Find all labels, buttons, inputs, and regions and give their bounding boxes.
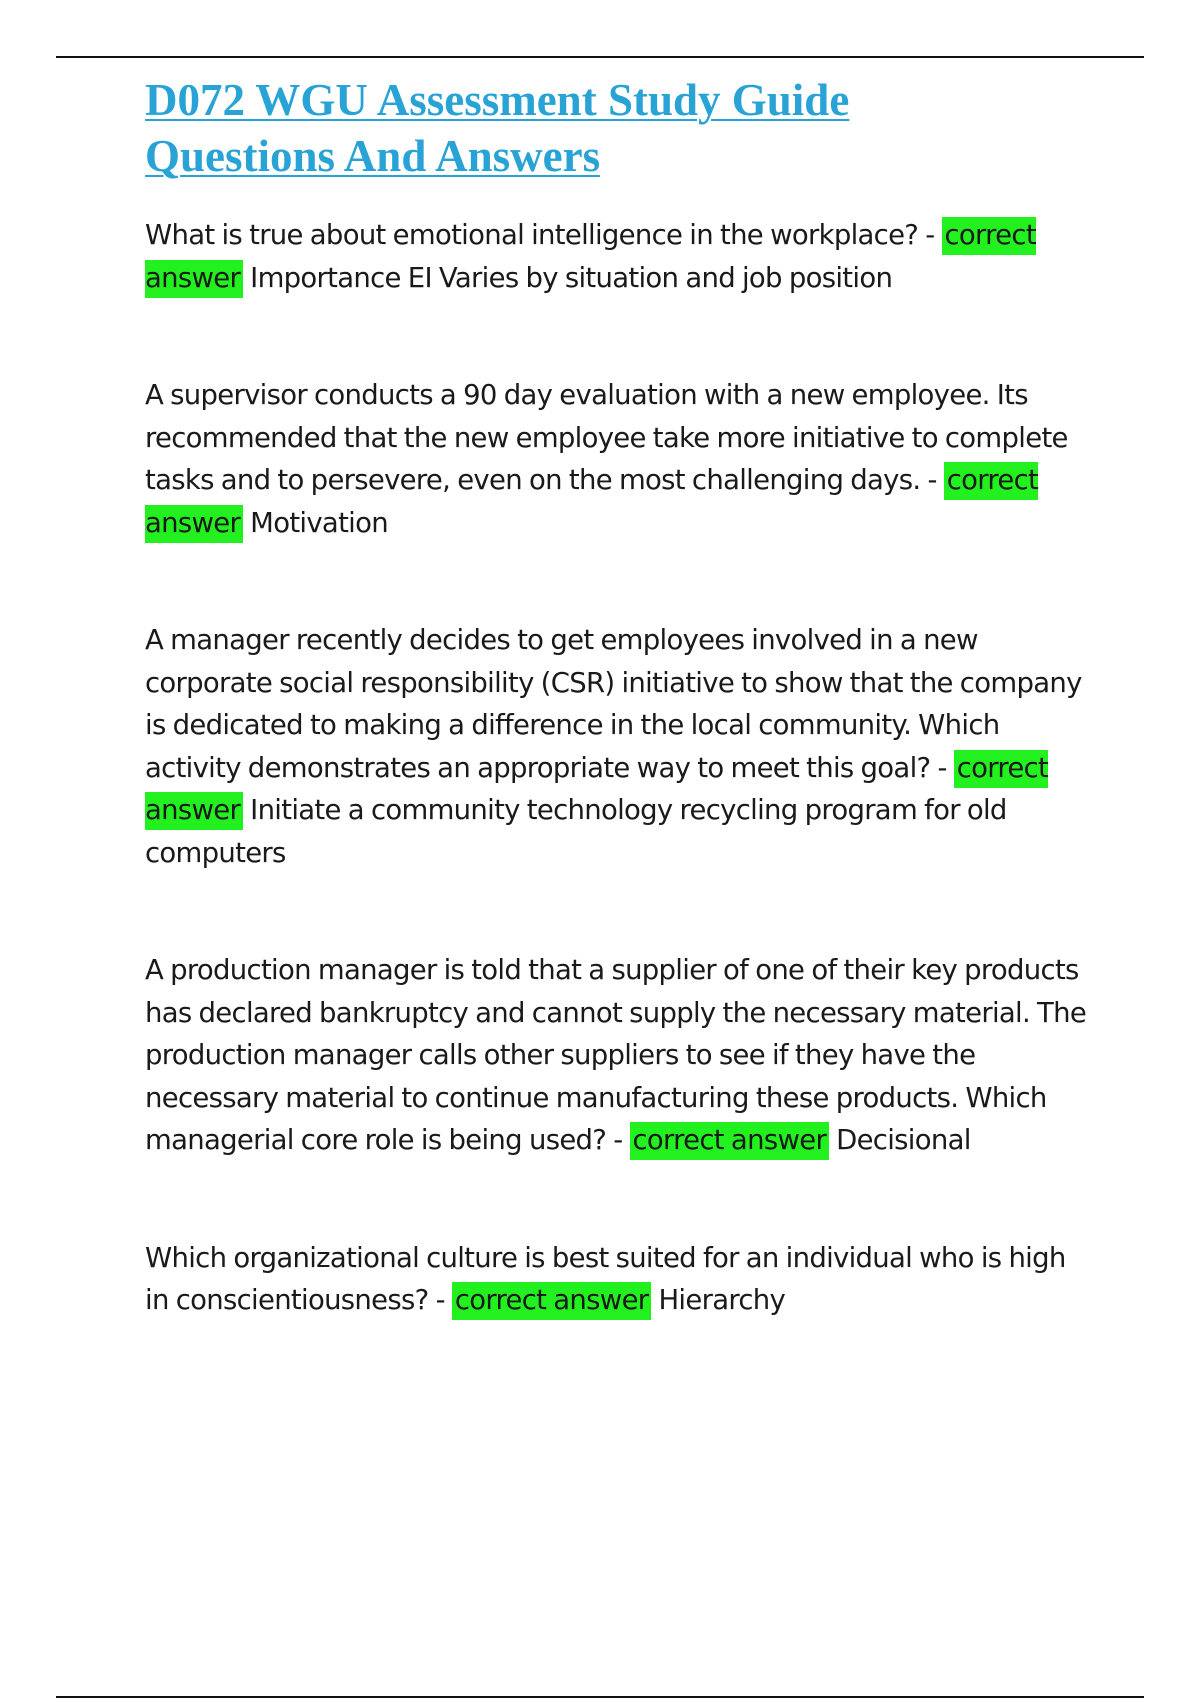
qa-item <box>145 1237 1090 1322</box>
correct-answer-label: correct answer <box>630 1122 830 1160</box>
title-line-1: D072 WGU Assessment Study Guide <box>145 75 850 125</box>
correct-answer-label: correct answer <box>145 750 1048 831</box>
top-divider <box>56 56 1144 58</box>
question-text: A production manager is told that a supplier of one of their key products has declared bankruptcy and cannot supply the necessary material. The production manager calls other suppliers to see if they have the necessary material to continue manufacturing these products. Which managerial core role is being used? - <box>145 954 1087 1156</box>
document-title[interactable] <box>145 72 1090 184</box>
qa-item <box>145 949 1090 1162</box>
question-text: Which organizational culture is best suited for an individual who is high in conscientiousness? - <box>145 1241 1066 1316</box>
qa-item <box>145 214 1090 299</box>
answer-text: Importance EI Varies by situation and job position <box>250 261 893 294</box>
correct-answer-label: correct answer <box>452 1282 652 1320</box>
qa-list <box>145 214 1090 1322</box>
correct-answer-label: correct answer <box>145 217 1036 298</box>
answer-text: Motivation <box>250 506 388 539</box>
answer-text: Hierarchy <box>658 1284 786 1316</box>
qa-item <box>145 619 1090 874</box>
correct-answer-label: correct answer <box>145 462 1038 543</box>
title-line-2: Questions And Answers <box>145 131 601 181</box>
document-body <box>145 72 1090 1397</box>
answer-text: Decisional <box>836 1124 971 1156</box>
bottom-divider <box>56 1696 1144 1698</box>
question-text: A manager recently decides to get employees involved in a new corporate social responsibility (CSR) initiative to show that the company is dedicated to making a difference in the local community. Which activity demonstrates an appropriate way to meet this goal? - <box>145 624 1082 784</box>
question-text: A supervisor conducts a 90 day evaluation with a new employee. Its recommended that the new employee take more initiative to complete tasks and to persevere, even on the most challenging days. - <box>145 379 1068 496</box>
answer-text: Initiate a community technology recycling program for old computers <box>145 794 1007 869</box>
qa-item <box>145 374 1090 544</box>
question-text: What is true about emotional intelligence in the workplace? - <box>145 219 942 251</box>
